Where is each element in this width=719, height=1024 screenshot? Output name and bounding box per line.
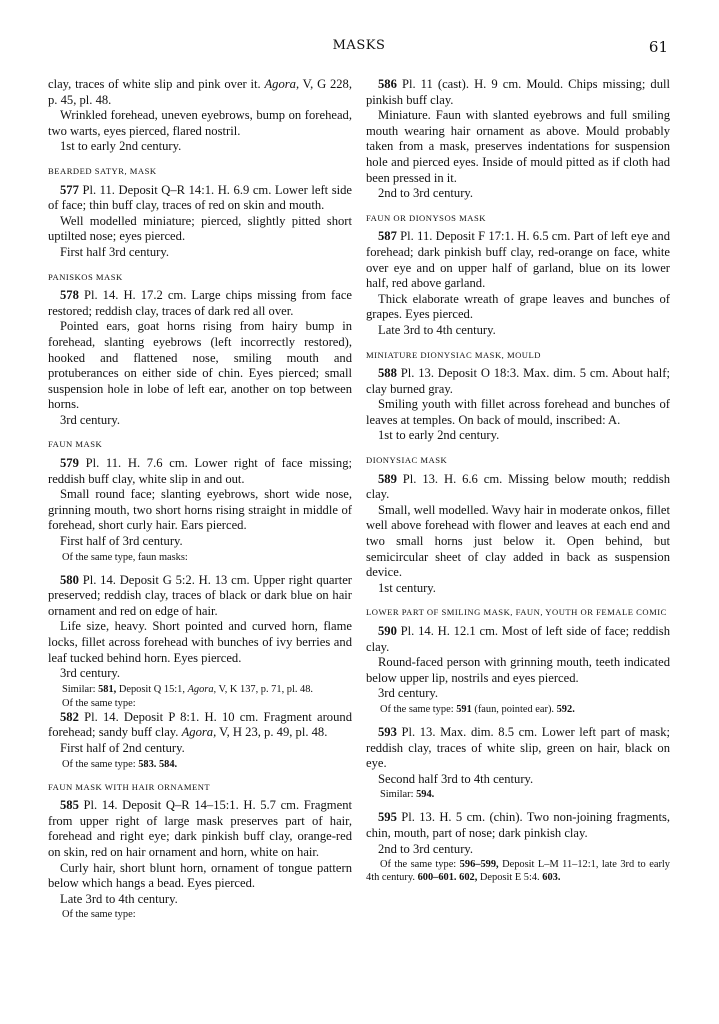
text-run: Pl. 11. Deposit Q–R 14:1. H. 6.9 cm. Lower left side of face; thin buff clay, traces of red on skin and mouth. <box>48 182 352 213</box>
catalogue-number: 595 <box>378 810 397 825</box>
entry-description: Thick elaborate wreath of grape leaves and bunches of grapes. Eyes pierced. <box>366 291 670 322</box>
text-run: Deposit E 5:4. <box>477 872 543 884</box>
catalogue-number: 577 <box>60 182 79 197</box>
text-run: V, G 228, p. 45, pl. 48. <box>48 77 352 107</box>
catalogue-number: 582 <box>60 709 79 724</box>
related-items-note <box>366 858 670 884</box>
catalogue-number: 588 <box>378 366 397 381</box>
catalogue-entry <box>48 573 352 620</box>
left-column <box>48 77 352 921</box>
catalogue-number: 583. 584. <box>138 758 178 770</box>
catalogue-number: 580 <box>60 572 79 587</box>
related-items-note <box>48 908 352 921</box>
related-items-note <box>48 551 352 564</box>
catalogue-entry <box>48 183 352 214</box>
text-run: V, K 137, p. 71, pl. 48. <box>216 683 314 695</box>
entry-description: Smiling youth with fillet across forehead and bunches of leaves at temples. On back of mould, inscribed: A. <box>366 397 670 427</box>
entry-description: Small, well modelled. Wavy hair in moderate onkos, fillet well above forehead with flower and leaves at each end and two small horns just below it. Open behind, but semicircular sheet of clay added in back as suspension device. <box>366 502 670 580</box>
text-run: Similar: <box>380 789 417 801</box>
text-run: V, H 23, p. 49, pl. 48. <box>216 725 328 740</box>
catalogue-entry <box>366 366 670 397</box>
section-heading: MINIATURE DIONYSIAC MASK, MOULD <box>366 349 541 360</box>
text-run: Of the same type: <box>62 758 139 770</box>
catalogue-number: 587 <box>378 229 397 244</box>
catalogue-number: 589 <box>378 471 397 486</box>
entry-description: 1st to early 2nd century. <box>60 139 182 154</box>
publication-title: Agora, <box>187 683 217 695</box>
entry-description: Second half 3rd to 4th century. <box>378 771 534 786</box>
catalogue-number: 585 <box>60 798 79 813</box>
catalogue-number: 600–601. 602, <box>417 872 478 884</box>
text-run: Pl. 14. H. 17.2 cm. Large chips missing from face restored; reddish clay, traces of dark red all over. <box>48 288 352 318</box>
catalogue-number: 603. <box>542 872 561 884</box>
catalogue-entry <box>48 710 352 741</box>
text-run: Deposit Q 15:1, <box>116 683 188 695</box>
entry-description: Wrinkled forehead, uneven eyebrows, bump on forehead, two warts, eyes pierced, flared nostril. <box>48 108 352 138</box>
section-heading: FAUN MASK <box>48 439 103 450</box>
related-items-note <box>48 683 352 696</box>
entry-description: Life size, heavy. Short pointed and curved horn, flame locks, fillet across forehead with bunches of ivy berries and leaf tucked behind horn. Eyes pierced. <box>48 619 352 665</box>
entry-description: Pointed ears, goat horns rising from hairy bump in forehead, slanting eyebrows (left incorrectly restored), hooked and flattened nose, smiling mouth and protuberances on either side of chin. Eyes pierced; small suspension hole in lobe of left ear, another on top between horns. <box>48 319 352 412</box>
entry-description: 2nd to 3rd century. <box>378 186 474 201</box>
entry-description: Late 3rd to 4th century. <box>378 322 496 337</box>
text-run: Pl. 11. H. 7.6 cm. Lower right of face missing; reddish buff clay, white slip in and out. <box>48 456 352 486</box>
text-run: Pl. 14. Deposit Q–R 14–15:1. H. 5.7 cm. Fragment from upper right of large mask preserves part of hair, forehead and right eye; dark pinkish buff clay, orange-red on skin, red on hair ornament and horn, white on hair. <box>48 798 352 859</box>
right-column <box>366 77 670 884</box>
catalogue-number: 596–599, <box>459 859 499 871</box>
catalogue-entry <box>366 472 670 503</box>
related-items-note <box>366 703 670 716</box>
text-run: Pl. 13. Max. dim. 8.5 cm. Lower left part of mask; reddish clay, traces of white slip, green on hair, black on eye. <box>366 724 670 771</box>
text-run: Pl. 13. Deposit O 18:3. Max. dim. 5 cm. About half; clay burned gray. <box>366 366 670 396</box>
entry-description: Curly hair, short blunt horn, ornament of tongue pattern below which hangs a bead. Eyes pierced. <box>48 860 352 891</box>
catalogue-entry <box>366 810 670 841</box>
catalogue-number: 592. <box>556 703 575 715</box>
section-heading: DIONYSIAC MASK <box>366 455 448 466</box>
catalogue-entry <box>48 288 352 319</box>
text-run: clay, traces of white slip and pink over it. <box>48 77 265 91</box>
entry-description: 3rd century. <box>378 686 439 701</box>
text-run: Pl. 13. H. 6.6 cm. Missing below mouth; reddish clay. <box>366 471 670 502</box>
catalogue-entry <box>48 456 352 487</box>
section-heading: BEARDED SATYR, MASK <box>48 165 157 176</box>
text-run: Pl. 14. H. 12.1 cm. Most of left side of face; reddish clay. <box>366 624 670 654</box>
section-heading: PANISKOS MASK <box>48 271 123 282</box>
entry-description: Well modelled miniature; pierced, slightly pitted short uptilted nose; eyes pierced. <box>48 213 352 244</box>
page-number: 61 <box>648 38 668 56</box>
section-heading: LOWER PART OF SMILING MASK, FAUN, YOUTH OR FEMALE COMIC <box>366 607 667 618</box>
catalogue-number: 581, <box>98 683 117 695</box>
text-run: Pl. 11 (cast). H. 9 cm. Mould. Chips missing; dull pinkish buff clay. <box>366 77 670 107</box>
related-items-note <box>48 697 352 710</box>
entry-description: 1st to early 2nd century. <box>378 428 500 443</box>
catalogue-number: 594. <box>416 789 435 801</box>
entry-description: 3rd century. <box>60 666 121 681</box>
entry-description: First half of 2nd century. <box>60 740 185 755</box>
entry-description: Late 3rd to 4th century. <box>60 891 178 906</box>
catalogue-entry <box>366 624 670 655</box>
catalogue-entry <box>366 725 670 772</box>
text-run: Of the same type, faun masks: <box>62 551 188 563</box>
text-run: Pl. 13. H. 5 cm. (chin). Two non-joining fragments, chin, mouth, part of nose; dark pinkish clay. <box>366 810 670 840</box>
entry-description: Round-faced person with grinning mouth, teeth indicated below upper lip, nostrils and eyes pierced. <box>366 655 670 685</box>
text-run: (faun, pointed ear). <box>471 703 557 715</box>
catalogue-number: 579 <box>60 456 79 471</box>
continued-text <box>48 77 352 108</box>
catalogue-number: 578 <box>60 288 79 303</box>
text-run: Of the same type: <box>62 697 136 709</box>
text-run: Pl. 14. Deposit P 8:1. H. 10 cm. Fragment around forehead; sandy buff clay. <box>48 709 352 740</box>
section-heading: FAUN MASK WITH HAIR ORNAMENT <box>48 781 211 792</box>
entry-description: 1st century. <box>378 580 436 595</box>
catalogue-entry <box>366 77 670 108</box>
catalogue-number: 590 <box>378 624 397 638</box>
text-run: Pl. 14. Deposit G 5:2. H. 13 cm. Upper right quarter preserved; reddish clay, traces of black or dark blue on hair ornament and red on edge of hair. <box>48 572 352 618</box>
running-title: MASKS <box>332 38 386 53</box>
text-run: Deposit L–M 11–12:1, late 3rd to early 4th century. <box>366 859 670 884</box>
page-header <box>48 38 670 58</box>
related-items-note <box>48 758 352 771</box>
entry-description: 2nd to 3rd century. <box>378 841 474 856</box>
entry-description: First half of 3rd century. <box>60 534 183 549</box>
entry-description: First half 3rd century. <box>60 244 170 259</box>
text-run: Pl. 11. Deposit F 17:1. H. 6.5 cm. Part of left eye and forehead; dark pinkish buff clay, red-orange on face, white over eye and on upper half of garland, blue on its lower half, red above garland. <box>366 229 670 291</box>
entry-description: 3rd century. <box>60 412 121 427</box>
catalogue-number: 586 <box>378 77 397 91</box>
entry-description: Miniature. Faun with slanted eyebrows and full smiling mouth wearing hair ornament as above. Mould probably taken from a mask, preserves indentations for suspension hole and pierced eyes. Inside of mould pitted as if cloth had been pressed in it. <box>366 108 670 185</box>
text-run: Similar: <box>62 683 99 695</box>
catalogue-entry <box>366 229 670 291</box>
text-run: Of the same type: <box>62 909 136 921</box>
publication-title: Agora, <box>264 77 300 91</box>
catalogue-number: 593 <box>378 724 397 739</box>
catalogue-number: 591 <box>456 703 472 715</box>
publication-title: Agora, <box>181 725 217 740</box>
catalogue-entry <box>48 798 352 860</box>
text-run: Of the same type: <box>380 859 460 871</box>
section-heading: FAUN OR DIONYSOS MASK <box>366 212 486 223</box>
text-run: Of the same type: <box>380 703 457 715</box>
related-items-note <box>366 788 670 801</box>
entry-description: Small round face; slanting eyebrows, short wide nose, grinning mouth, two short horns rising straight in middle of forehead, short curly hair. Ears pierced. <box>48 487 352 533</box>
